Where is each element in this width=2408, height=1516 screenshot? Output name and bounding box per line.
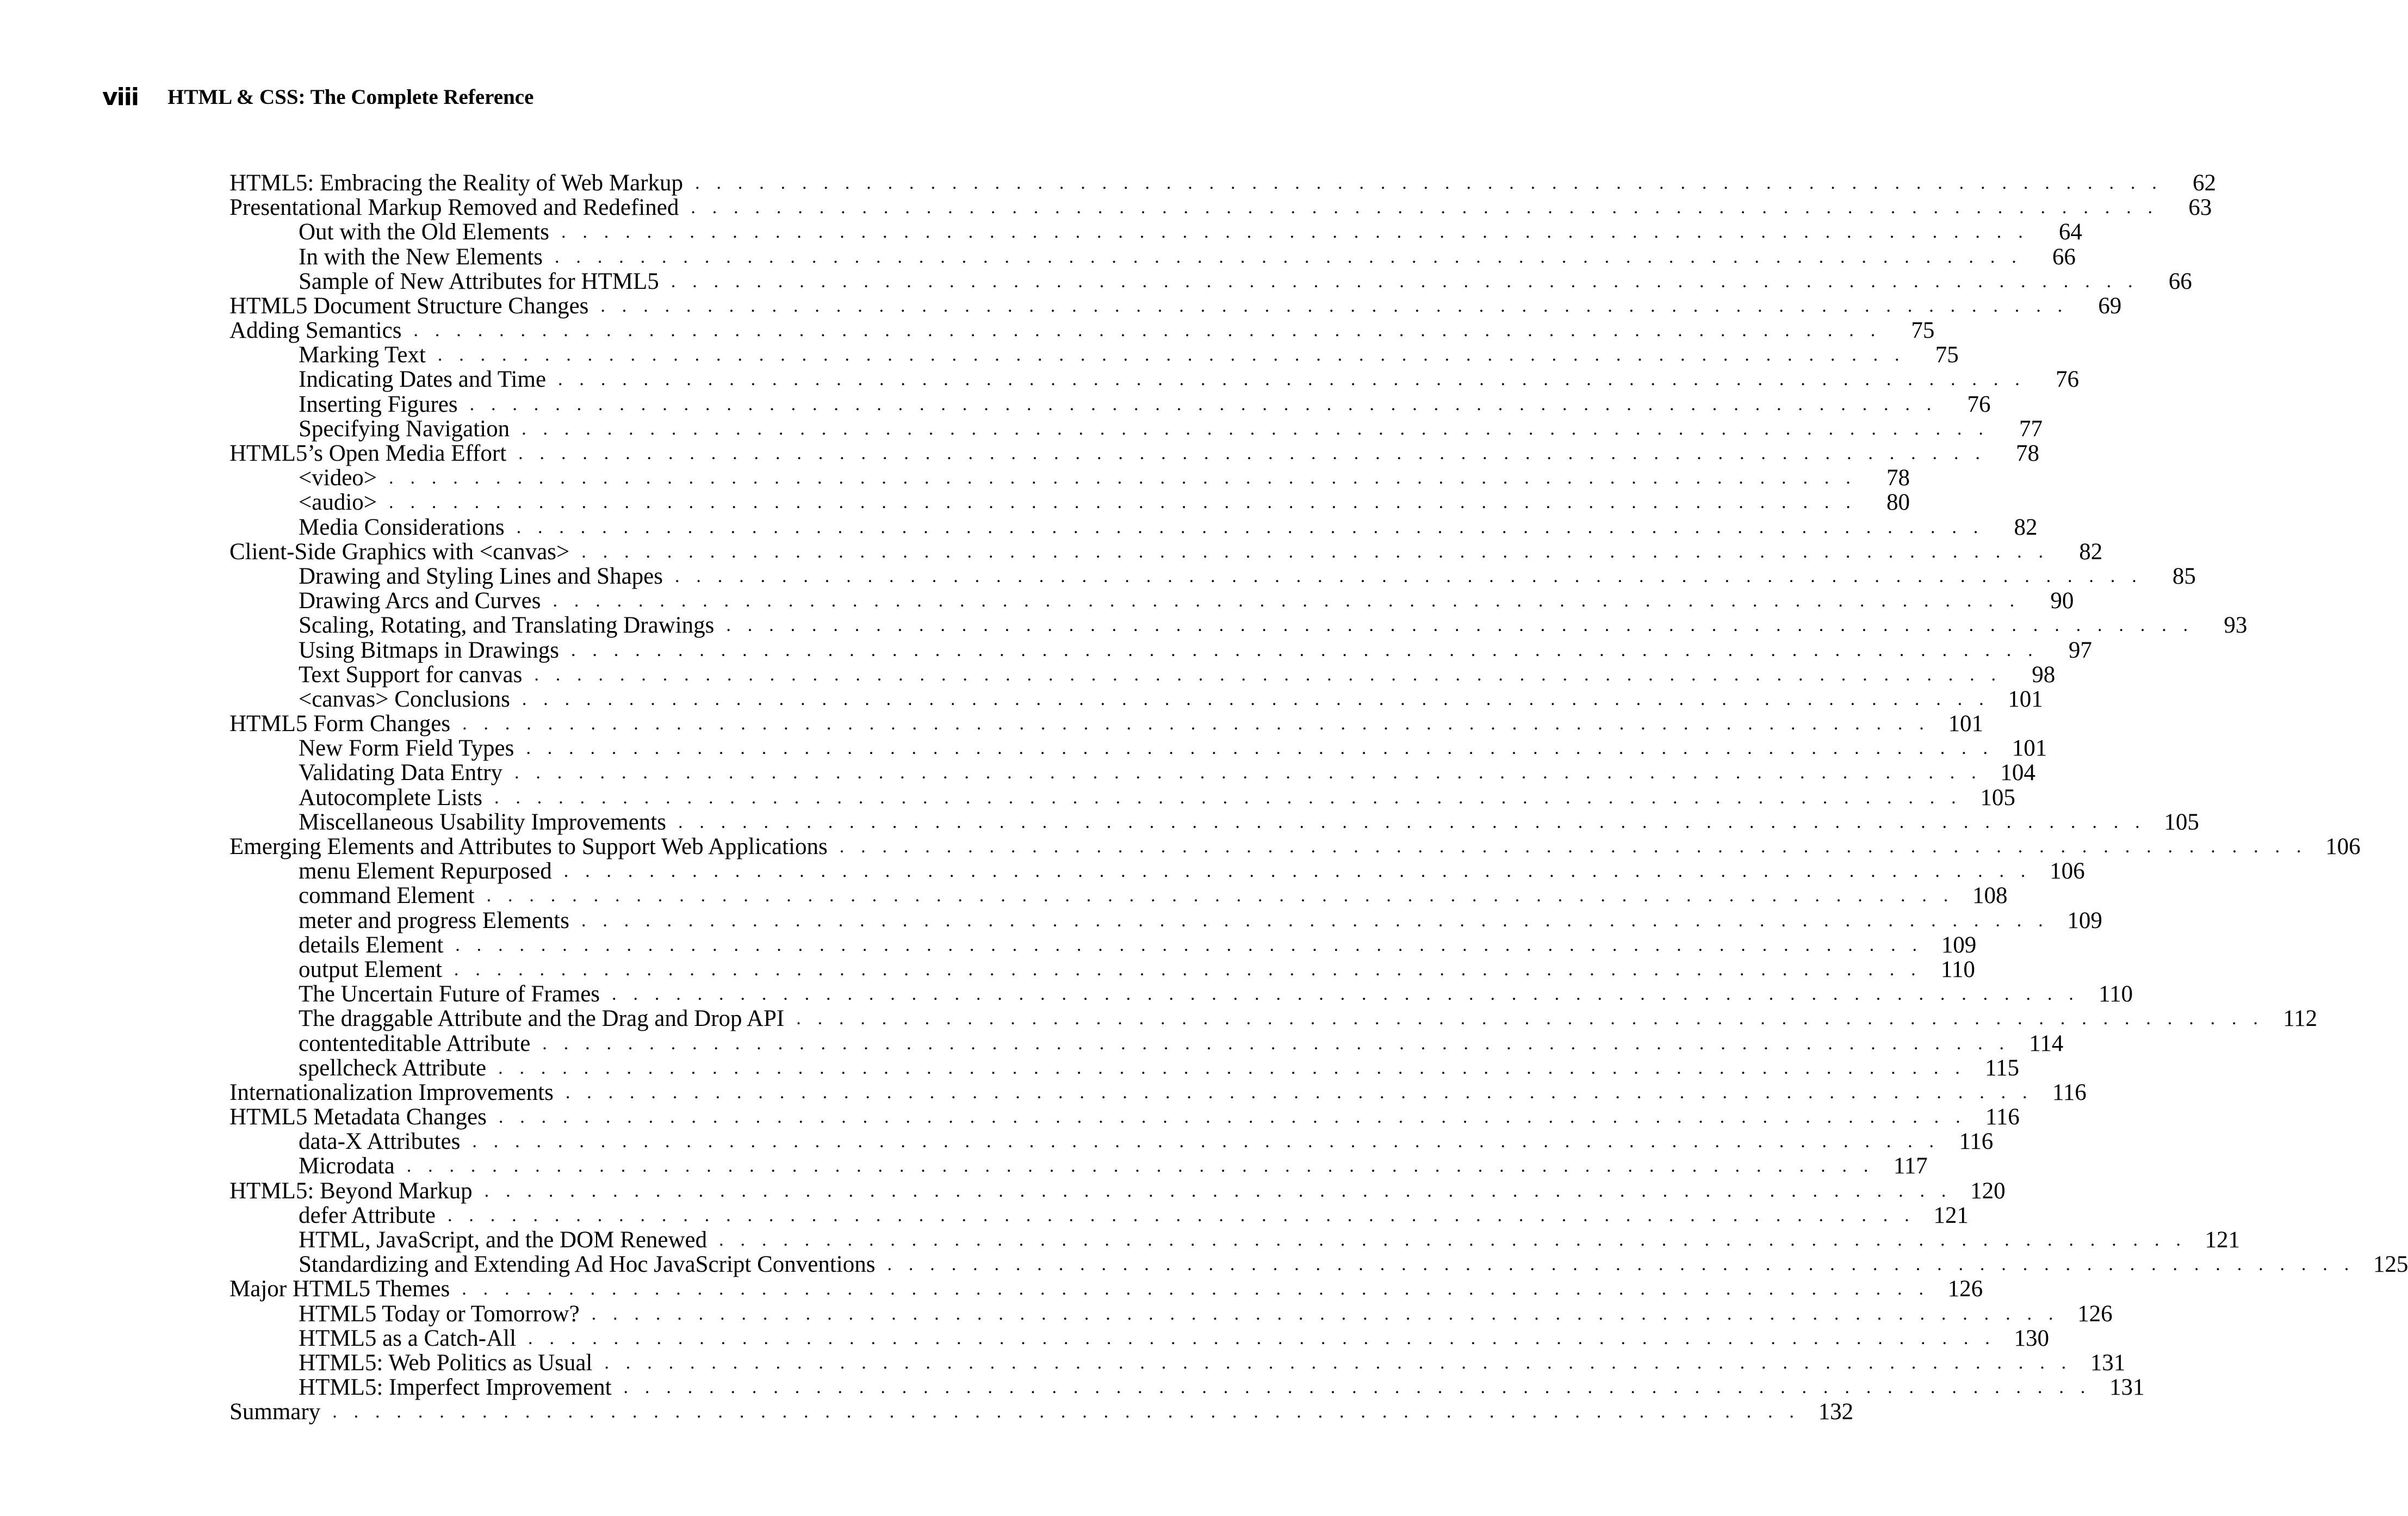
toc-entry-title: Internationalization Improvements: [229, 1079, 554, 1105]
dot-leader: . . . . . . . . . . . . . . . . . . . . . . . . . . . . . . . . . . . . . . . . . . . . . . . . . . . . . . . . . . . . . . . . . . . . .: [581, 910, 2049, 931]
dot-leader: . . . . . . . . . . . . . . . . . . . . . . . . . . . . . . . . . . . . . . . . . . . . . . . . . . . . . . . . . . . . . . . . . . . . .: [518, 443, 1987, 464]
toc-entry-title: Standardizing and Extending Ad Hoc JavaScript Conventions: [299, 1252, 876, 1278]
toc-entry[interactable]: [229, 858, 2085, 884]
toc-entry-page-number: 75: [1911, 318, 1935, 344]
toc-entry[interactable]: [229, 1104, 2020, 1130]
toc-entry-title: Using Bitmaps in Drawings: [299, 637, 559, 663]
toc-entry-page-number: 76: [2055, 367, 2079, 393]
toc-entry-page-number: 116: [1985, 1104, 2020, 1130]
toc-entry-title: HTML5 as a Catch-All: [299, 1325, 517, 1351]
dot-leader: . . . . . . . . . . . . . . . . . . . . . . . . . . . . . . . . . . . . . . . . . . . . . . . . . . . . . . . . . . . . . . . . . . . . .: [591, 1303, 2059, 1324]
toc-entry-title: Scaling, Rotating, and Translating Drawings: [299, 612, 715, 639]
toc-entry-page-number: 101: [2008, 686, 2043, 712]
dot-leader: . . . . . . . . . . . . . . . . . . . . . . . . . . . . . . . . . . . . . . . . . . . . . . . . . . . . . . . . . . . . . . . . . . . . .: [542, 1033, 2010, 1054]
toc-entry-title: Inserting Figures: [299, 391, 458, 417]
dot-leader: . . . . . . . . . . . . . . . . . . . . . . . . . . . . . . . . . . . . . . . . . . . . . . . . . . . . . . . . . . . . . . . . . . . . .: [455, 935, 1923, 955]
dot-leader: . . . . . . . . . . . . . . . . . . . . . . . . . . . . . . . . . . . . . . . . . . . . . . . . . . . . . . . . . . . . . . . . . . . . .: [719, 1230, 2187, 1251]
toc-entry-page-number: 126: [1947, 1276, 1983, 1302]
toc-entry[interactable]: [229, 1006, 2318, 1032]
toc-entry-title: HTML5 Metadata Changes: [229, 1104, 487, 1130]
toc-entry-page-number: 66: [2168, 268, 2192, 294]
toc-entry[interactable]: [229, 268, 2192, 294]
toc-entry-page-number: 114: [2029, 1030, 2064, 1056]
toc-entry-page-number: 115: [1985, 1055, 2019, 1081]
toc-entry[interactable]: [229, 661, 2056, 688]
dot-leader: . . . . . . . . . . . . . . . . . . . . . . . . . . . . . . . . . . . . . . . . . . . . . . . . . . . . . . . . . . . . . . . . . . . . .: [558, 369, 2026, 390]
toc-entry[interactable]: [229, 416, 2043, 442]
toc-entry-page-number: 78: [1886, 465, 1910, 491]
toc-entry-page-number: 120: [1970, 1178, 2006, 1204]
dot-leader: . . . . . . . . . . . . . . . . . . . . . . . . . . . . . . . . . . . . . . . . . . . . . . . . . . . . . . . . . . . . . . . . . . . . .: [555, 246, 2022, 267]
toc-entry[interactable]: [229, 1350, 2126, 1376]
toc-entry-title: HTML5: Web Politics as Usual: [299, 1350, 593, 1376]
dot-leader: . . . . . . . . . . . . . . . . . . . . . . . . . . . . . . . . . . . . . . . . . . . . . . . . . . . . . . . . . . . . . . . . . . . . .: [796, 1008, 2264, 1029]
toc-entry-page-number: 121: [1933, 1202, 1969, 1228]
toc-entry-page-number: 97: [2068, 637, 2092, 663]
toc-entry-page-number: 66: [2052, 244, 2076, 270]
dot-leader: . . . . . . . . . . . . . . . . . . . . . . . . . . . . . . . . . . . . . . . . . . . . . . . . . . . . . . . . . . . . . . . . . . . . .: [675, 566, 2143, 586]
dot-leader: . . . . . . . . . . . . . . . . . . . . . . . . . . . . . . . . . . . . . . . . . . . . . . . . . . . . . . . . . . . . . . . . . . . . .: [839, 837, 2307, 857]
toc-entry[interactable]: [229, 441, 2040, 467]
toc-entry-title: Presentational Markup Removed and Redefined: [229, 195, 679, 221]
toc-entry[interactable]: [229, 1178, 2006, 1204]
dot-leader: . . . . . . . . . . . . . . . . . . . . . . . . . . . . . . . . . . . . . . . . . . . . . . . . . . . . . . . . . . . . . . . . . . . . .: [516, 517, 1984, 537]
toc-entry[interactable]: [229, 637, 2092, 663]
toc-entry-title: The Uncertain Future of Frames: [299, 981, 600, 1007]
toc-entry-page-number: 131: [2109, 1375, 2145, 1401]
dot-leader: . . . . . . . . . . . . . . . . . . . . . . . . . . . . . . . . . . . . . . . . . . . . . . . . . . . . . . . . . . . . . . . . . . . . .: [887, 1254, 2355, 1275]
toc-entry-page-number: 125: [2373, 1252, 2408, 1278]
toc-entry[interactable]: [229, 1055, 2019, 1081]
toc-entry-page-number: 121: [2205, 1227, 2241, 1253]
dot-leader: . . . . . . . . . . . . . . . . . . . . . . . . . . . . . . . . . . . . . . . . . . . . . . . . . . . . . . . . . . . . . . . . . . . . .: [522, 689, 1990, 709]
dot-leader: . . . . . . . . . . . . . . . . . . . . . . . . . . . . . . . . . . . . . . . . . . . . . . . . . . . . . . . . . . . . . . . . . . . . .: [604, 1352, 2072, 1373]
toc-entry-page-number: 108: [1972, 883, 2008, 909]
toc-entry-title: output Element: [299, 956, 442, 982]
dot-leader: . . . . . . . . . . . . . . . . . . . . . . . . . . . . . . . . . . . . . . . . . . . . . . . . . . . . . . . . . . . . . . . . . . . . .: [526, 738, 1994, 759]
toc-entry-page-number: 131: [2090, 1350, 2126, 1376]
dot-leader: . . . . . . . . . . . . . . . . . . . . . . . . . . . . . . . . . . . . . . . . . . . . . . . . . . . . . . . . . . . . . . . . . . . . .: [695, 172, 2163, 193]
toc-entry-title: <canvas> Conclusions: [299, 686, 510, 712]
toc-entry[interactable]: [229, 490, 1910, 516]
toc-entry[interactable]: [229, 1325, 2049, 1351]
toc-entry[interactable]: [229, 686, 2043, 712]
book-title: HTML & CSS: The Complete Reference: [167, 85, 534, 109]
toc-entry-page-number: 105: [2164, 809, 2199, 835]
dot-leader: . . . . . . . . . . . . . . . . . . . . . . . . . . . . . . . . . . . . . . . . . . . . . . . . . . . . . . . . . . . . . . . . . . . . .: [486, 886, 1954, 906]
toc-entry-title: details Element: [299, 932, 444, 958]
toc-entry-title: menu Element Repurposed: [299, 858, 552, 884]
toc-entry-page-number: 105: [1980, 784, 2015, 810]
table-of-contents: [229, 170, 2408, 1425]
toc-entry-page-number: 116: [1959, 1129, 1994, 1155]
dot-leader: . . . . . . . . . . . . . . . . . . . . . . . . . . . . . . . . . . . . . . . . . . . . . . . . . . . . . . . . . . . . . . . . . . . . .: [462, 1279, 1930, 1300]
toc-entry-page-number: 101: [2012, 735, 2047, 762]
dot-leader: . . . . . . . . . . . . . . . . . . . . . . . . . . . . . . . . . . . . . . . . . . . . . . . . . . . . . . . . . . . . . . . . . . . . .: [498, 1107, 1966, 1128]
dot-leader: . . . . . . . . . . . . . . . . . . . . . . . . . . . . . . . . . . . . . . . . . . . . . . . . . . . . . . . . . . . . . . . . . . . . .: [406, 1156, 1875, 1177]
toc-entry-title: Summary: [229, 1399, 321, 1425]
toc-entry-title: HTML5’s Open Media Effort: [229, 441, 507, 467]
toc-entry[interactable]: [229, 588, 2074, 614]
dot-leader: . . . . . . . . . . . . . . . . . . . . . . . . . . . . . . . . . . . . . . . . . . . . . . . . . . . . . . . . . . . . . . . . . . . . .: [561, 222, 2029, 243]
toc-entry-page-number: 77: [2019, 416, 2043, 442]
running-head: [102, 79, 533, 114]
toc-entry[interactable]: [229, 1375, 2145, 1401]
toc-entry-title: Major HTML5 Themes: [229, 1276, 450, 1302]
toc-entry-page-number: 80: [1886, 490, 1910, 516]
toc-entry[interactable]: [229, 760, 2035, 786]
toc-entry[interactable]: [229, 1399, 1854, 1425]
toc-entry-page-number: 82: [2014, 514, 2038, 540]
toc-entry-page-number: 110: [2099, 981, 2133, 1007]
dot-leader: . . . . . . . . . . . . . . . . . . . . . . . . . . . . . . . . . . . . . . . . . . . . . . . . . . . . . . . . . . . . . . . . . . . . .: [332, 1402, 1801, 1422]
toc-entry-title: Text Support for canvas: [299, 661, 523, 688]
toc-entry-page-number: 98: [2032, 661, 2056, 688]
dot-leader: . . . . . . . . . . . . . . . . . . . . . . . . . . . . . . . . . . . . . . . . . . . . . . . . . . . . . . . . . . . . . . . . . . . . .: [437, 345, 1906, 366]
dot-leader: . . . . . . . . . . . . . . . . . . . . . . . . . . . . . . . . . . . . . . . . . . . . . . . . . . . . . . . . . . . . . . . . . . . . .: [623, 1377, 2092, 1398]
dot-leader: . . . . . . . . . . . . . . . . . . . . . . . . . . . . . . . . . . . . . . . . . . . . . . . . . . . . . . . . . . . . . . . . . . . . .: [484, 1180, 1952, 1201]
toc-entry-title: command Element: [299, 883, 475, 909]
toc-entry[interactable]: [229, 318, 1935, 344]
toc-entry-page-number: 62: [2192, 170, 2216, 196]
dot-leader: . . . . . . . . . . . . . . . . . . . . . . . . . . . . . . . . . . . . . . . . . . . . . . . . . . . . . . . . . . . . . . . . . . . . .: [565, 1082, 2033, 1103]
toc-entry-page-number: 85: [2172, 563, 2196, 589]
toc-entry-title: Drawing and Styling Lines and Shapes: [299, 563, 663, 589]
toc-entry-title: Marking Text: [299, 342, 426, 368]
toc-entry-page-number: 78: [2016, 441, 2040, 467]
dot-leader: . . . . . . . . . . . . . . . . . . . . . . . . . . . . . . . . . . . . . . . . . . . . . . . . . . . . . . . . . . . . . . . . . . . . .: [389, 492, 1857, 513]
toc-entry-page-number: 112: [2283, 1006, 2318, 1032]
toc-entry-title: Sample of New Attributes for HTML5: [299, 268, 659, 294]
toc-entry[interactable]: [229, 342, 1959, 368]
dot-leader: . . . . . . . . . . . . . . . . . . . . . . . . . . . . . . . . . . . . . . . . . . . . . . . . . . . . . . . . . . . . . . . . . . . . .: [534, 664, 2002, 685]
toc-entry-title: spellcheck Attribute: [299, 1055, 487, 1081]
toc-entry-page-number: 116: [2052, 1079, 2087, 1105]
toc-entry-title: HTML5: Imperfect Improvement: [299, 1375, 612, 1401]
dot-leader: . . . . . . . . . . . . . . . . . . . . . . . . . . . . . . . . . . . . . . . . . . . . . . . . . . . . . . . . . . . . . . . . . . . . .: [494, 787, 1962, 808]
toc-entry[interactable]: [229, 883, 2008, 909]
toc-entry-title: contenteditable Attribute: [299, 1030, 531, 1056]
toc-entry-page-number: 82: [2079, 539, 2103, 565]
toc-entry-title: New Form Field Types: [299, 735, 514, 762]
toc-entry-title: Validating Data Entry: [299, 760, 502, 786]
toc-entry-page-number: 106: [2325, 834, 2361, 860]
toc-entry-page-number: 90: [2050, 588, 2074, 614]
toc-entry[interactable]: [229, 244, 2076, 270]
dot-leader: . . . . . . . . . . . . . . . . . . . . . . . . . . . . . . . . . . . . . . . . . . . . . . . . . . . . . . . . . . . . . . . . . . . . .: [570, 640, 2039, 660]
toc-entry[interactable]: [229, 1252, 2408, 1278]
toc-entry[interactable]: [229, 1079, 2087, 1105]
toc-entry-title: Media Considerations: [299, 514, 505, 540]
toc-entry[interactable]: [229, 1030, 2064, 1056]
toc-entry-title: meter and progress Elements: [299, 907, 569, 933]
dot-leader: . . . . . . . . . . . . . . . . . . . . . . . . . . . . . . . . . . . . . . . . . . . . . . . . . . . . . . . . . . . . . . . . . . . . .: [454, 959, 1922, 980]
dot-leader: . . . . . . . . . . . . . . . . . . . . . . . . . . . . . . . . . . . . . . . . . . . . . . . . . . . . . . . . . . . . . . . . . . . . .: [581, 541, 2050, 562]
toc-entry-page-number: 117: [1893, 1153, 1928, 1179]
toc-entry[interactable]: [229, 956, 1975, 982]
toc-entry[interactable]: [229, 834, 2361, 860]
dot-leader: . . . . . . . . . . . . . . . . . . . . . . . . . . . . . . . . . . . . . . . . . . . . . . . . . . . . . . . . . . . . . . . . . . . . .: [413, 320, 1882, 341]
toc-entry-title: data-X Attributes: [299, 1129, 461, 1155]
toc-entry[interactable]: [229, 195, 2212, 221]
toc-entry-title: Drawing Arcs and Curves: [299, 588, 541, 614]
toc-entry[interactable]: [229, 514, 2038, 540]
toc-entry-page-number: 63: [2188, 195, 2212, 221]
toc-entry-page-number: 132: [1818, 1399, 1854, 1425]
toc-entry-page-number: 76: [1967, 391, 1991, 417]
toc-entry-title: Specifying Navigation: [299, 416, 510, 442]
toc-entry[interactable]: [229, 367, 2079, 393]
toc-entry-page-number: 93: [2224, 612, 2248, 639]
dot-leader: . . . . . . . . . . . . . . . . . . . . . . . . . . . . . . . . . . . . . . . . . . . . . . . . . . . . . . . . . . . . . . . . . . . . .: [498, 1057, 1966, 1078]
toc-entry[interactable]: [229, 932, 1977, 958]
toc-entry-title: HTML5 Form Changes: [229, 711, 451, 737]
toc-entry[interactable]: [229, 1153, 1928, 1179]
toc-entry[interactable]: [229, 809, 2199, 835]
toc-entry-title: <video>: [299, 465, 377, 491]
dot-leader: . . . . . . . . . . . . . . . . . . . . . . . . . . . . . . . . . . . . . . . . . . . . . . . . . . . . . . . . . . . . . . . . . . . . .: [671, 271, 2139, 292]
toc-entry[interactable]: [229, 1202, 1969, 1228]
toc-entry[interactable]: [229, 539, 2103, 565]
toc-entry-title: Microdata: [299, 1153, 395, 1179]
toc-entry[interactable]: [229, 1227, 2241, 1253]
dot-leader: . . . . . . . . . . . . . . . . . . . . . . . . . . . . . . . . . . . . . . . . . . . . . . . . . . . . . . . . . . . . . . . . . . . . .: [691, 197, 2159, 218]
toc-entry[interactable]: [229, 465, 1910, 491]
toc-entry-title: Indicating Dates and Time: [299, 367, 547, 393]
toc-entry-title: In with the New Elements: [299, 244, 543, 270]
dot-leader: . . . . . . . . . . . . . . . . . . . . . . . . . . . . . . . . . . . . . . . . . . . . . . . . . . . . . . . . . . . . . . . . . . . . .: [600, 295, 2069, 316]
toc-entry[interactable]: [229, 784, 2015, 810]
dot-leader: . . . . . . . . . . . . . . . . . . . . . . . . . . . . . . . . . . . . . . . . . . . . . . . . . . . . . . . . . . . . . . . . . . . . .: [726, 615, 2194, 636]
toc-entry-title: Out with the Old Elements: [299, 219, 549, 245]
dot-leader: . . . . . . . . . . . . . . . . . . . . . . . . . . . . . . . . . . . . . . . . . . . . . . . . . . . . . . . . . . . . . . . . . . . . .: [389, 468, 1857, 488]
toc-entry[interactable]: [229, 1301, 2113, 1327]
page-folio: viii: [102, 83, 138, 111]
toc-entry[interactable]: [229, 711, 1983, 737]
toc-entry[interactable]: [229, 563, 2196, 589]
toc-entry[interactable]: [229, 981, 2133, 1007]
toc-entry-title: HTML, JavaScript, and the DOM Renewed: [299, 1227, 707, 1253]
dot-leader: . . . . . . . . . . . . . . . . . . . . . . . . . . . . . . . . . . . . . . . . . . . . . . . . . . . . . . . . . . . . . . . . . . . . .: [462, 714, 1930, 734]
toc-entry-page-number: 109: [1941, 932, 1977, 958]
toc-entry-page-number: 75: [1935, 342, 1959, 368]
toc-entry[interactable]: [229, 612, 2248, 639]
toc-entry-page-number: 109: [2067, 907, 2102, 933]
toc-entry[interactable]: [229, 293, 2122, 319]
dot-leader: . . . . . . . . . . . . . . . . . . . . . . . . . . . . . . . . . . . . . . . . . . . . . . . . . . . . . . . . . . . . . . . . . . . . .: [522, 418, 1990, 439]
toc-entry[interactable]: [229, 907, 2102, 933]
toc-entry-title: HTML5 Today or Tomorrow?: [299, 1301, 580, 1327]
toc-entry-page-number: 69: [2098, 293, 2122, 319]
toc-entry-page-number: 126: [2077, 1301, 2113, 1327]
toc-entry-title: HTML5 Document Structure Changes: [229, 293, 589, 319]
dot-leader: . . . . . . . . . . . . . . . . . . . . . . . . . . . . . . . . . . . . . . . . . . . . . . . . . . . . . . . . . . . . . . . . . . . . .: [612, 984, 2080, 1005]
toc-entry-page-number: 106: [2050, 858, 2085, 884]
dot-leader: . . . . . . . . . . . . . . . . . . . . . . . . . . . . . . . . . . . . . . . . . . . . . . . . . . . . . . . . . . . . . . . . . . . . .: [563, 861, 2032, 882]
toc-entry-page-number: 64: [2058, 219, 2082, 245]
dot-leader: . . . . . . . . . . . . . . . . . . . . . . . . . . . . . . . . . . . . . . . . . . . . . . . . . . . . . . . . . . . . . . . . . . . . .: [678, 812, 2146, 832]
toc-entry-page-number: 130: [2014, 1325, 2049, 1351]
toc-entry-title: Client-Side Graphics with <canvas>: [229, 539, 570, 565]
toc-entry[interactable]: [229, 1129, 1994, 1155]
dot-leader: . . . . . . . . . . . . . . . . . . . . . . . . . . . . . . . . . . . . . . . . . . . . . . . . . . . . . . . . . . . . . . . . . . . . .: [514, 763, 1982, 783]
toc-entry-title: The draggable Attribute and the Drag and Drop API: [299, 1006, 785, 1032]
toc-entry-title: Miscellaneous Usability Improvements: [299, 809, 666, 835]
dot-leader: . . . . . . . . . . . . . . . . . . . . . . . . . . . . . . . . . . . . . . . . . . . . . . . . . . . . . . . . . . . . . . . . . . . . .: [472, 1131, 1940, 1152]
toc-entry-title: HTML5: Embracing the Reality of Web Markup: [229, 170, 684, 196]
toc-entry-title: Autocomplete Lists: [299, 784, 482, 810]
dot-leader: . . . . . . . . . . . . . . . . . . . . . . . . . . . . . . . . . . . . . . . . . . . . . . . . . . . . . . . . . . . . . . . . . . . . .: [528, 1328, 1996, 1348]
dot-leader: . . . . . . . . . . . . . . . . . . . . . . . . . . . . . . . . . . . . . . . . . . . . . . . . . . . . . . . . . . . . . . . . . . . . .: [469, 394, 1938, 414]
toc-entry-title: HTML5: Beyond Markup: [229, 1178, 473, 1204]
toc-entry[interactable]: [229, 1276, 1983, 1302]
toc-entry[interactable]: [229, 170, 2216, 196]
dot-leader: . . . . . . . . . . . . . . . . . . . . . . . . . . . . . . . . . . . . . . . . . . . . . . . . . . . . . . . . . . . . . . . . . . . . .: [447, 1205, 1915, 1226]
toc-entry-page-number: 104: [2000, 760, 2035, 786]
toc-entry-page-number: 101: [1948, 711, 1983, 737]
toc-entry-title: Adding Semantics: [229, 318, 402, 344]
toc-entry-title: <audio>: [299, 490, 377, 516]
toc-entry-page-number: 110: [1940, 956, 1975, 982]
toc-entry[interactable]: [229, 391, 1991, 417]
toc-entry[interactable]: [229, 219, 2082, 245]
toc-entry-title: Emerging Elements and Attributes to Support Web Applications: [229, 834, 828, 860]
dot-leader: . . . . . . . . . . . . . . . . . . . . . . . . . . . . . . . . . . . . . . . . . . . . . . . . . . . . . . . . . . . . . . . . . . . . .: [553, 591, 2021, 611]
toc-entry[interactable]: [229, 735, 2047, 762]
toc-entry-title: defer Attribute: [299, 1202, 436, 1228]
